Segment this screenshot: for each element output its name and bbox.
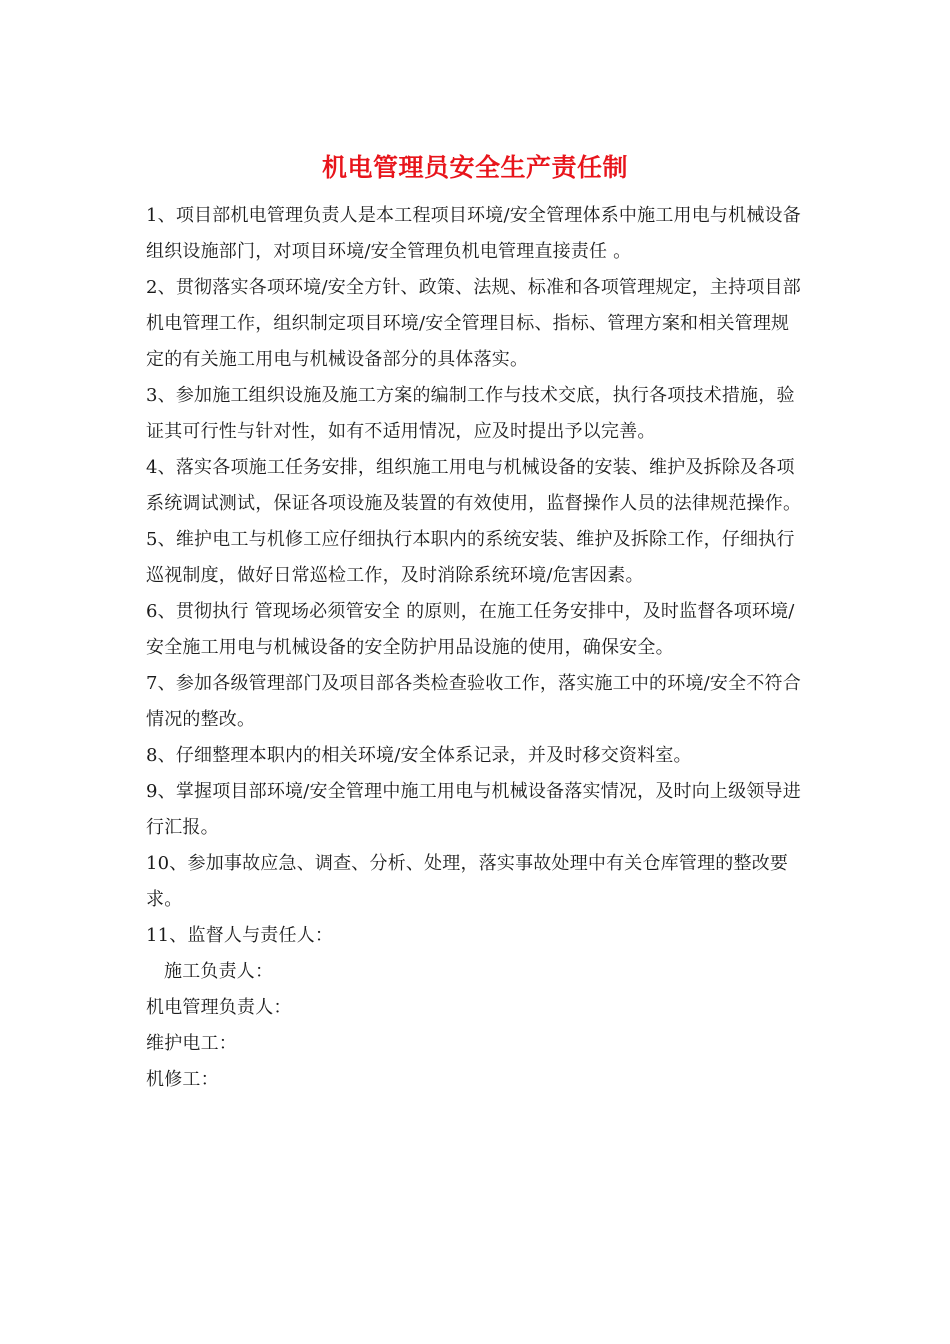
clause-1: 1、项目部机电管理负责人是本工程项目环境/安全管理体系中施工用电与机械设备组织设施部门，对项目环境/安全管理负机电管理直接责任 。 <box>146 205 801 262</box>
clause-9: 9、掌握项目部环境/安全管理中施工用电与机械设备落实情况，及时向上级领导进行汇报。 <box>146 781 801 838</box>
clause-3: 3、参加施工组织设施及施工方案的编制工作与技术交底，执行各项技术措施，验证其可行性与针对性，如有不适用情况，应及时提出予以完善。 <box>146 385 795 442</box>
clause-10: 10、参加事故应急、调查、分析、处理，落实事故处理中有关仓库管理的整改要求。 <box>146 853 789 910</box>
clause-4: 4、落实各项施工任务安排，组织施工用电与机械设备的安装、维护及拆除及各项系统调试测试，保证各项设施及装置的有效使用，监督操作人员的法律规范操作。 <box>146 457 802 514</box>
clause-8: 8、仔细整理本职内的相关环境/安全体系记录，并及时移交资料室。 <box>146 745 692 766</box>
clause-5: 5、维护电工与机修工应仔细执行本职内的系统安装、维护及拆除工作，仔细执行巡视制度，做好日常巡检工作，及时消除系统环境/危害因素。 <box>146 529 795 586</box>
signature-maintenance-electrician: 维护电工： <box>146 1033 237 1054</box>
clause-6: 6、贯彻执行 管现场必须管安全 的原则，在施工任务安排中，及时监督各项环境/安全施工用电与机械设备的安全防护用品设施的使用，确保安全。 <box>146 601 795 658</box>
document-title: 机电管理员安全生产责任制 <box>321 153 628 182</box>
clause-7: 7、参加各级管理部门及项目部各类检查验收工作，落实施工中的环境/安全不符合情况的整改。 <box>146 673 801 730</box>
signature-mechanic: 机修工： <box>146 1069 219 1090</box>
signature-construction-lead: 施工负责人： <box>164 961 274 982</box>
clause-2: 2、贯彻落实各项环境/安全方针、政策、法规、标准和各项管理规定，主持项目部机电管理工作，组织制定项目环境/安全管理目标、指标、管理方案和相关管理规定的有关施工用电与机械设备部分的具体落实。 <box>146 277 801 370</box>
clause-11: 11、监督人与责任人： <box>146 925 334 946</box>
document-body <box>146 198 806 1098</box>
signature-mech-elec-lead: 机电管理负责人： <box>146 997 292 1018</box>
